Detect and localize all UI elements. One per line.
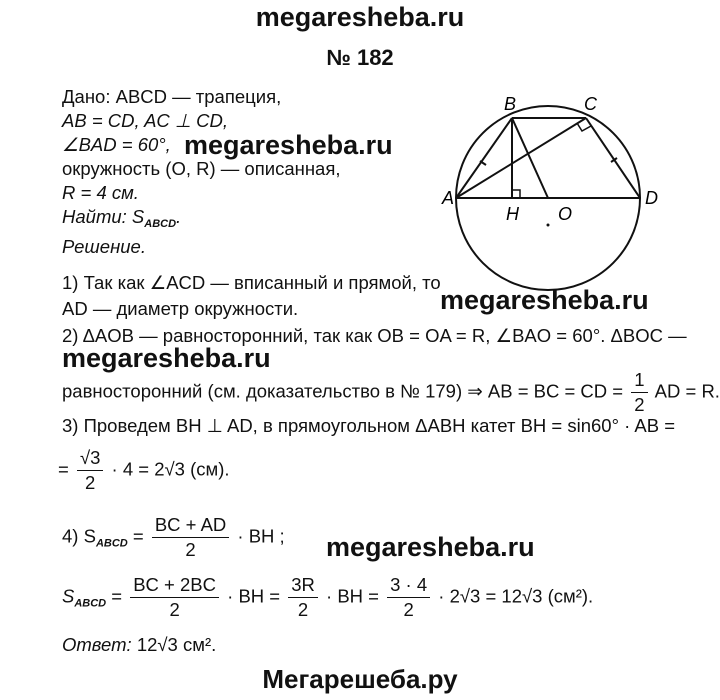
segment-bo [512,118,548,198]
find-line [62,206,181,235]
given-line-4: окружность (O, R) — описанная, [62,158,341,179]
diagonal-ac [456,118,586,198]
step-4-sub: ABCD [95,537,128,550]
trapezoid-diagram [436,92,676,292]
step-2-text-b: AD = R. [654,380,720,402]
step-3-line-2 [58,446,230,495]
site-footer: Мегарешеба.ру [262,664,458,694]
step-4-rest: · BH ; [237,525,285,547]
find-label: Найти: [62,206,127,227]
label-b: B [504,94,517,114]
step-5-mid-1: · BH = [227,585,281,607]
half-fraction [631,368,647,417]
area-fraction-1-num: BC + 2BC [130,573,219,598]
step-5-sub: ABCD [74,597,107,610]
step-2-line-1: 2) ΔAOB — равносторонний, так как OB = OA = R, ∠BAO = 60°. ΔBOC — [62,325,687,346]
stray-dot [547,224,550,227]
step-5-rest: · 2√3 = 12√3 (см²). [438,585,594,607]
label-c: C [584,94,597,114]
find-end: . [176,206,182,227]
sqrt3-numerator: √3 [77,446,103,471]
step-3-line-1: 3) Проведем BH ⊥ AD, в прямоугольном ΔABH катет BH = sin60° · AB = [62,415,676,436]
label-d: D [645,188,658,208]
label-a: A [442,188,455,208]
find-sub: ABCD [144,218,177,230]
half-numerator: 1 [631,368,647,393]
step-3-eq: = [58,458,69,480]
answer-value: 12√3 см². [136,634,217,655]
area-fraction-2-num: 3R [288,573,318,598]
step-4-line [62,513,285,562]
area-formula-fraction [152,513,229,562]
step-4-eq: = [132,525,144,547]
step-1-line-1: 1) Так как ∠ACD — вписанный и прямой, то [62,272,441,293]
step-2-text-a: равносторонний (см. доказательство в № 179) ⇒ AB = BC = CD = [62,380,624,402]
site-header: megaresheba.ru [255,2,465,32]
area-fraction-3-den: 2 [403,599,414,620]
watermark-2: megaresheba.ru [440,285,649,315]
area-fraction-3-num: 3 · 4 [387,573,430,598]
area-fraction-3 [387,573,430,622]
watermark-1: megaresheba.ru [184,130,393,160]
area-formula-denominator: 2 [185,539,196,560]
problem-number: № 182 [326,45,394,70]
step-5-mid-2: · BH = [326,585,379,607]
right-angle-h [512,190,520,198]
step-4-label: 4) S [62,525,96,547]
right-angle-c [577,123,591,131]
sqrt3-over-2-fraction [77,446,103,495]
area-fraction-1 [130,573,219,622]
area-fraction-1-den: 2 [169,599,180,620]
two-denominator: 2 [85,472,96,493]
watermark-4: megaresheba.ru [326,532,535,562]
step-5-s: S [62,585,75,607]
label-o: O [558,204,573,224]
answer-line [62,634,216,656]
step-1-line-2: AD — диаметр окружности. [62,298,299,319]
find-s: S [131,206,145,227]
half-denominator: 2 [634,394,645,415]
given-line-3: ∠BAD = 60°, [62,134,171,155]
step-2-line-2 [62,368,720,417]
given-line-2: AB = CD, AC ⊥ CD, [62,110,229,131]
label-h: H [506,204,519,224]
area-fraction-2 [288,573,318,622]
area-formula-numerator: BC + AD [152,513,229,538]
watermark-3: megaresheba.ru [62,343,271,373]
step-5-line [62,573,593,622]
answer-label: Ответ: [62,634,132,655]
step-5-eq: = [111,585,123,607]
given-line-5: R = 4 см. [62,182,139,203]
solution-label: Решение. [62,236,146,257]
area-fraction-2-den: 2 [297,599,309,620]
step-3-rest: · 4 = 2√3 (см). [111,458,230,480]
given-line-1: Дано: ABCD — трапеция, [62,86,282,107]
